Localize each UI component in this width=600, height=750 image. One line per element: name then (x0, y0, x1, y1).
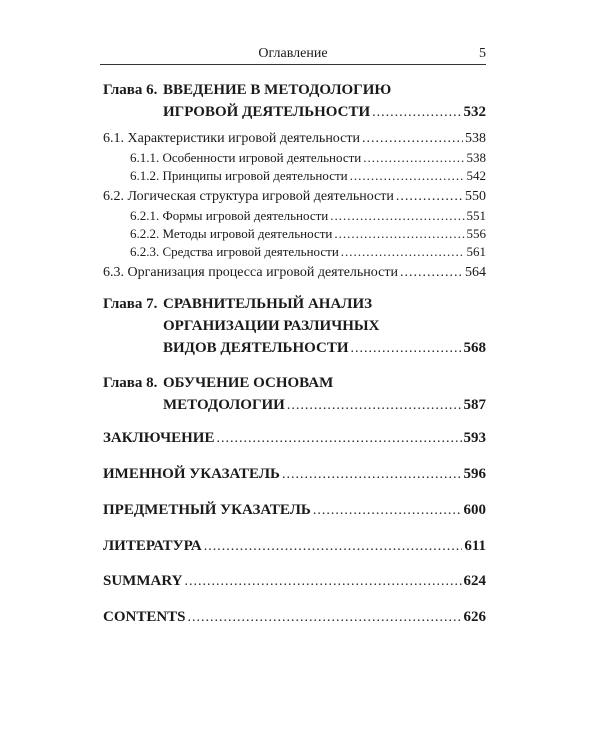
chapter7-title-line3: ВИДОВ ДЕЯТЕЛЬНОСТИ (163, 340, 349, 356)
toc-label: 6.2. Логическая структура игровой деятельности (103, 189, 394, 204)
chapter8-title-line1: ОБУЧЕНИЕ ОСНОВАМ (163, 375, 334, 391)
toc-entry-6-3[interactable] (103, 265, 486, 281)
chapter8-page: 587 (463, 397, 486, 413)
chapter7-title-line2: ОРГАНИЗАЦИИ РАЗЛИЧНЫХ (163, 318, 380, 334)
leader-dots (313, 503, 462, 519)
toc-label: 6.3. Организация процесса игровой деятельности (103, 265, 398, 280)
chapter6-title-line2: ИГРОВОЙ ДЕЯТЕЛЬНОСТИ (163, 104, 371, 120)
toc-label: SUMMARY (103, 573, 183, 589)
leader-dots (184, 574, 461, 590)
toc-label: ПРЕДМЕТНЫЙ УКАЗАТЕЛЬ (103, 502, 311, 518)
leader-dots (334, 226, 464, 242)
toc-page: 596 (463, 466, 486, 482)
chapter7-entry[interactable] (163, 340, 486, 357)
leader-dots (282, 467, 462, 483)
toc-entry-literature[interactable] (103, 538, 486, 555)
leader-dots (188, 610, 462, 626)
toc-entry-6-2-2[interactable] (130, 226, 486, 242)
toc-label: ЗАКЛЮЧЕНИЕ (103, 430, 215, 446)
leader-dots (400, 265, 463, 281)
toc-entry-6-1[interactable] (103, 131, 486, 147)
toc-page: 600 (463, 502, 486, 518)
running-header (100, 44, 486, 65)
toc-label: 6.1.1. Особенности игровой деятельности (130, 150, 362, 165)
leader-dots (351, 341, 462, 357)
toc-page: 556 (466, 226, 486, 241)
toc-entry-subject-index[interactable] (103, 502, 486, 519)
toc-page: 564 (465, 265, 486, 280)
toc-page: 550 (465, 189, 486, 204)
toc-page: 611 (464, 538, 486, 554)
chapter6-title-line1: ВВЕДЕНИЕ В МЕТОДОЛОГИЮ (163, 82, 392, 98)
toc-page: 561 (466, 244, 486, 259)
chapter8-prefix: Глава 8. (103, 375, 158, 391)
chapter7-page: 568 (463, 340, 486, 356)
leader-dots (204, 539, 463, 555)
toc-label: 6.1.2. Принципы игровой деятельности (130, 168, 348, 183)
toc-label: ЛИТЕРАТУРА (103, 538, 202, 554)
toc-entry-6-1-2[interactable] (130, 168, 486, 184)
chapter8-entry[interactable] (163, 397, 486, 414)
toc-entry-6-2-3[interactable] (130, 244, 486, 260)
toc-page: 624 (463, 573, 486, 589)
toc-entry-conclusion[interactable] (103, 430, 486, 447)
toc-entry-summary[interactable] (103, 573, 486, 590)
leader-dots (287, 398, 462, 414)
toc-entry-6-2-1[interactable] (130, 208, 486, 224)
leader-dots (362, 131, 463, 147)
toc-entry-contents[interactable] (103, 609, 486, 626)
leader-dots (396, 189, 463, 205)
chapter8-title-line2: МЕТОДОЛОГИИ (163, 397, 285, 413)
toc-label: 6.1. Характеристики игровой деятельности (103, 131, 360, 146)
toc-label: 6.2.2. Методы игровой деятельности (130, 226, 333, 241)
leader-dots (330, 208, 464, 224)
toc-entry-name-index[interactable] (103, 466, 486, 483)
chapter7-title-line1: СРАВНИТЕЛЬНЫЙ АНАЛИЗ (163, 296, 373, 312)
leader-dots (372, 105, 461, 121)
toc-page: 542 (466, 168, 486, 183)
chapter7-prefix: Глава 7. (103, 296, 158, 312)
chapter6-prefix: Глава 6. (103, 82, 158, 98)
header-title: Оглавление (258, 46, 328, 61)
header-page-number: 5 (479, 46, 486, 61)
toc-label: CONTENTS (103, 609, 186, 625)
chapter6-entry[interactable] (163, 104, 486, 121)
chapter6-page: 532 (463, 104, 486, 120)
toc-label: 6.2.3. Средства игровой деятельности (130, 244, 339, 259)
leader-dots (350, 168, 465, 184)
toc-page: 538 (465, 131, 486, 146)
toc-entry-6-1-1[interactable] (130, 150, 486, 166)
toc-label: 6.2.1. Формы игровой деятельности (130, 208, 329, 223)
toc-entry-6-2[interactable] (103, 189, 486, 205)
leader-dots (216, 431, 461, 447)
toc-label: ИМЕННОЙ УКАЗАТЕЛЬ (103, 466, 280, 482)
toc-page: 538 (466, 150, 486, 165)
leader-dots (341, 244, 465, 260)
toc-page: 593 (463, 430, 486, 446)
toc-page: 551 (466, 208, 486, 223)
toc-page: 626 (463, 609, 486, 625)
leader-dots (363, 150, 464, 166)
